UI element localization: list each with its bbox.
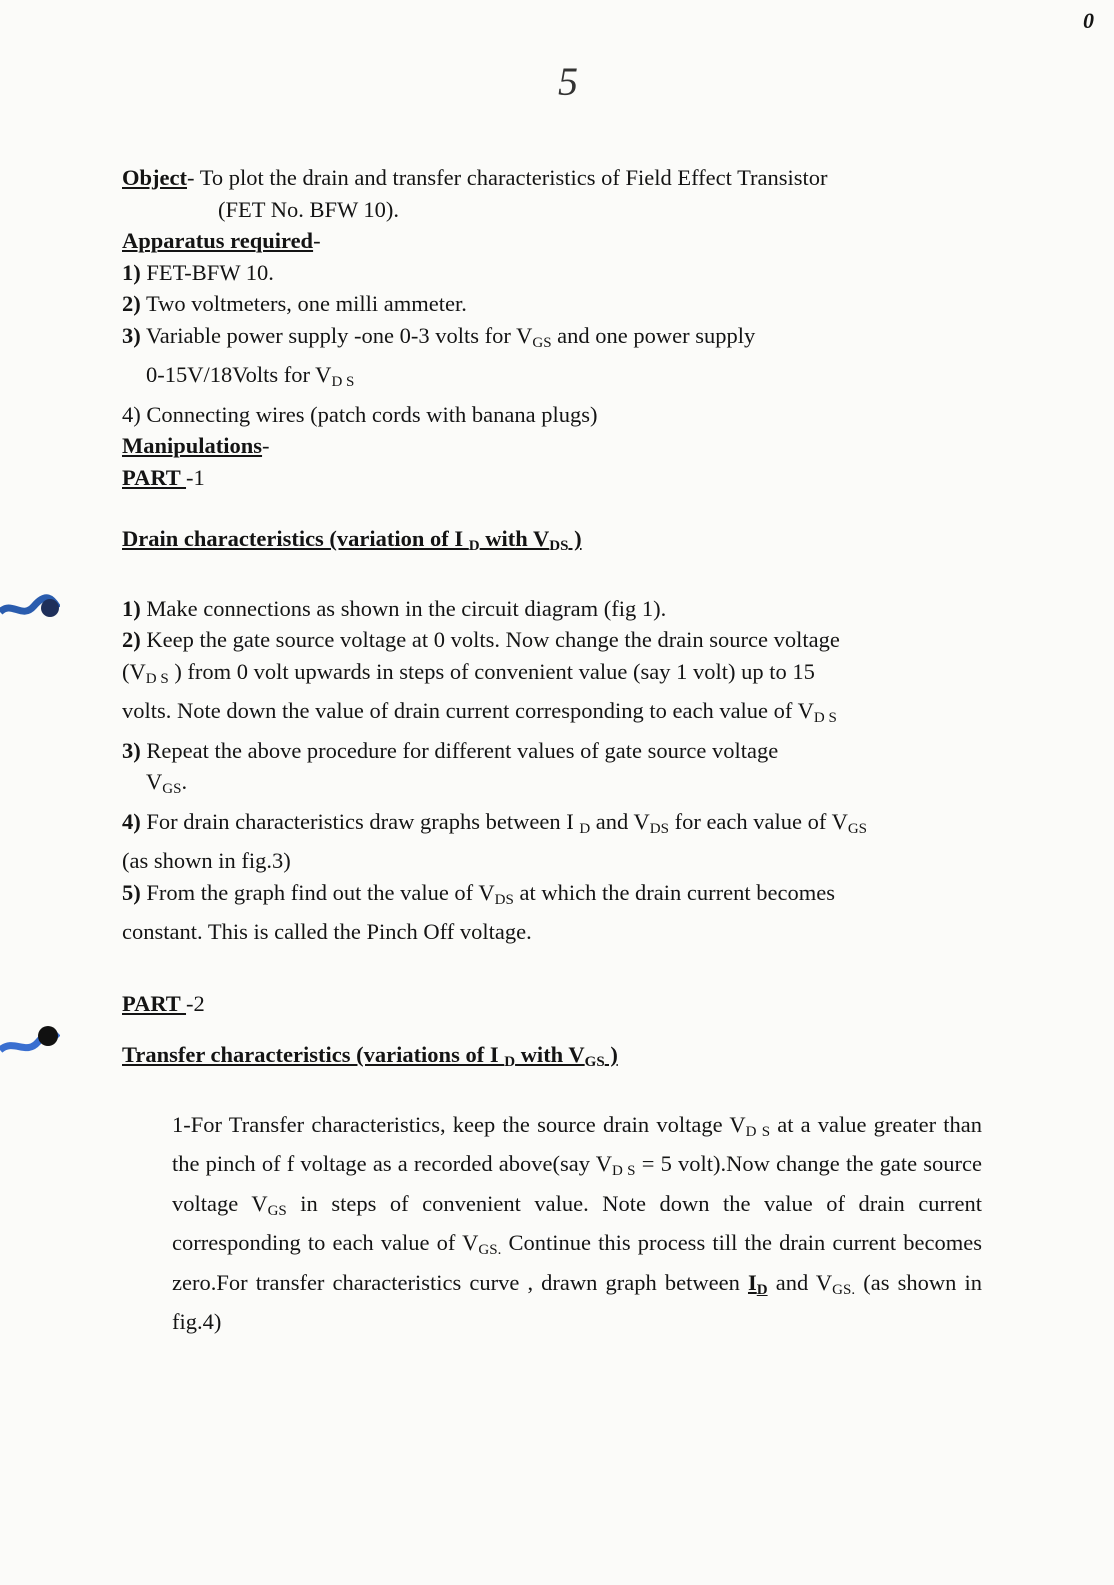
transfer-characteristics-title: Transfer characteristics (variations of I $_D$ with $V_{GS}$ ) bbox=[122, 1042, 618, 1070]
apparatus-item-4: 4) Connecting wires (patch cords with banana plugs) bbox=[122, 401, 598, 427]
transfer-procedure-paragraph: 1-For Transfer characteristics, keep the source drain voltage $V_{D S}$ at a value greater than the pinch of f voltage as a recorded above(say $V_{D S} = 5$ volt).Now change the gate source voltage $V_{GS}$ in steps of convenient value. Note down the value of drain current corresponding to each value of $V_{GS.}$ Continue this process till the drain current becomes zero.For transfer characteristics curve , drawn graph between $I_D$ and $V_{GS.}$ (as shown in fig.4) bbox=[172, 1111, 982, 1334]
apparatus-item-3: 3) Variable power supply -one 0-3 volts for $V_{GS}$ and one power supply bbox=[122, 322, 756, 351]
object-line bbox=[122, 162, 982, 194]
drain-step-2-line-3: volts. Note down the value of drain current corresponding to each value of $V_{D S}$ bbox=[122, 698, 837, 726]
manipulations-heading: Manipulations- bbox=[122, 433, 270, 458]
drain-step-5: 5) From the graph find out the value of $V_{DS}$ at which the drain current becomes bbox=[122, 879, 835, 908]
drain-step-4: 4) For drain characteristics draw graphs between I $_D$ and $V_{DS}$ for each value of $V_{GS}$ bbox=[122, 808, 868, 837]
apparatus-item-1: 1) FET-BFW 10. bbox=[122, 259, 274, 285]
binding-thread-icon bbox=[0, 1022, 60, 1062]
part-2-label: PART -2 bbox=[122, 990, 205, 1016]
object-continuation: (FET No. BFW 10). bbox=[218, 196, 400, 222]
object-text: - To plot the drain and transfer characteristics of Field Effect Transistor bbox=[186, 165, 828, 190]
object-label: Object bbox=[122, 165, 187, 190]
apparatus-item-2: 2) Two voltmeters, one milli ammeter. bbox=[122, 291, 467, 316]
document-body bbox=[122, 162, 982, 1338]
drain-step-4-continuation: (as shown in fig.3) bbox=[122, 848, 291, 873]
apparatus-item-3-continuation: 0-15V/18Volts for $V_{D S}$ bbox=[146, 362, 355, 390]
drain-step-2-line-2: ($V_{D S}$ ) from 0 volt upwards in steps of convenient value (say 1 volt) up to 15 bbox=[122, 658, 815, 687]
drain-characteristics-title: Drain characteristics (variation of I $_D$ with $V_{DS}$ ) bbox=[122, 526, 582, 554]
part-1-label: PART -1 bbox=[122, 464, 205, 490]
drain-step-3: 3) Repeat the above procedure for different values of gate source voltage bbox=[122, 737, 779, 763]
drain-step-2: 2) Keep the gate source voltage at 0 volts. Now change the drain source voltage bbox=[122, 627, 840, 652]
binding-thread-icon bbox=[0, 590, 60, 630]
page-number: 5 bbox=[558, 59, 578, 104]
apparatus-heading: Apparatus required- bbox=[122, 228, 321, 253]
corner-mark: 0 bbox=[1083, 8, 1094, 33]
drain-step-5-continuation: constant. This is called the Pinch Off voltage. bbox=[122, 919, 532, 944]
drain-step-1: 1) Make connections as shown in the circuit diagram (fig 1). bbox=[122, 595, 667, 621]
drain-step-3-continuation: $V_{GS}$. bbox=[146, 769, 188, 797]
